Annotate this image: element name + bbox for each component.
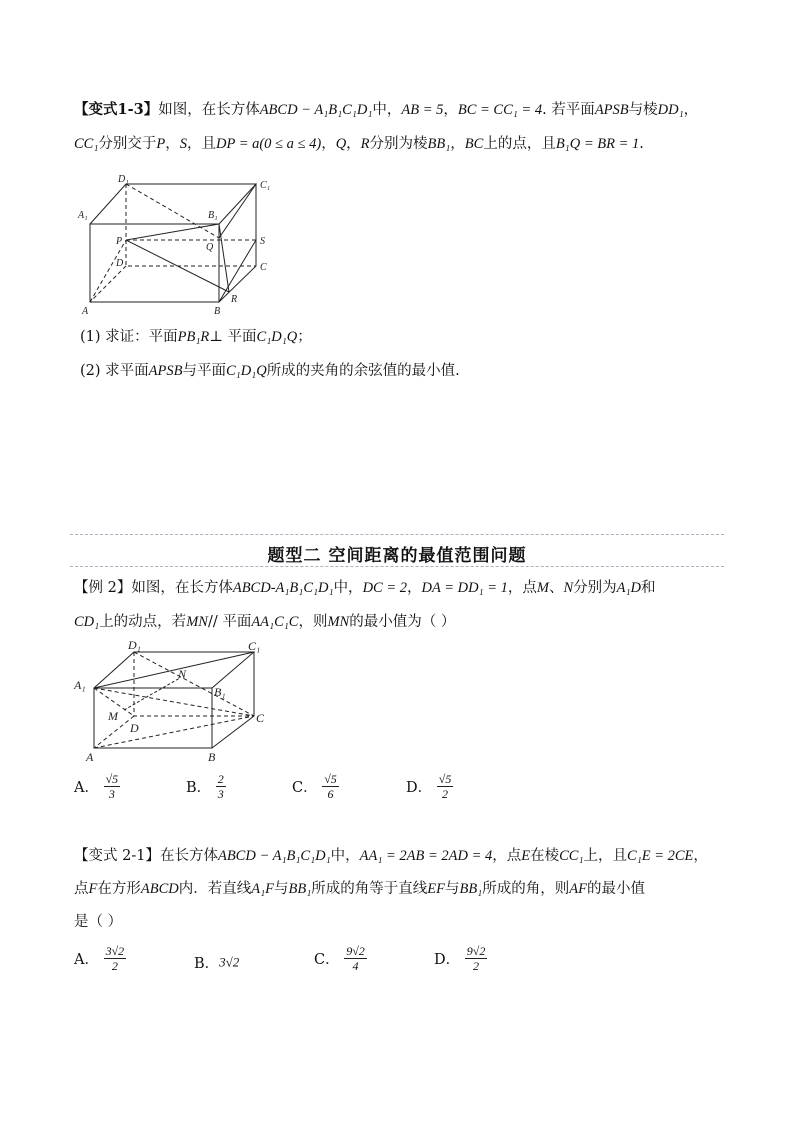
text: 在棱 bbox=[530, 848, 560, 864]
c1q-line bbox=[219, 184, 256, 238]
math-bc: BC bbox=[464, 136, 484, 152]
label-a: A bbox=[86, 750, 94, 764]
v13-question-2 bbox=[80, 361, 460, 381]
option-fraction bbox=[104, 772, 121, 801]
text: . bbox=[639, 136, 644, 152]
math-plane: C₁D₁Q bbox=[225, 363, 267, 379]
label-r: R bbox=[231, 294, 238, 305]
v21-option-b[interactable] bbox=[194, 952, 239, 973]
text: ， bbox=[321, 136, 336, 152]
math-a1f: A₁F bbox=[251, 881, 274, 897]
section-title: 题型二 空间距离的最值范围问题 bbox=[267, 546, 527, 566]
math-p: P bbox=[156, 136, 166, 152]
math-cd1: CD₁ bbox=[74, 614, 100, 630]
math-bb1: BB₁ bbox=[459, 881, 483, 897]
text: 中， bbox=[333, 580, 363, 596]
text: ， bbox=[683, 102, 699, 118]
text: 与 bbox=[273, 881, 289, 897]
math-cc1: CC₁ bbox=[559, 848, 584, 864]
front-face bbox=[90, 224, 219, 302]
option-fraction bbox=[322, 772, 339, 801]
option-label: C． bbox=[292, 780, 318, 796]
ex2-option-d[interactable] bbox=[406, 772, 453, 801]
math-ef: EF bbox=[427, 881, 445, 897]
math-e: E bbox=[521, 848, 531, 864]
v21-option-d[interactable] bbox=[434, 944, 487, 973]
label-b1: B₁ bbox=[208, 210, 218, 221]
math-mn: MN bbox=[186, 614, 208, 630]
ex2-line-1 bbox=[74, 578, 656, 598]
v21-line-3 bbox=[74, 912, 122, 932]
text: 是（ ） bbox=[74, 914, 123, 930]
math-r: R bbox=[360, 136, 370, 152]
denominator: 3 bbox=[108, 787, 115, 801]
text: 与棱 bbox=[628, 102, 658, 118]
math-da: DA = DD₁ = 1 bbox=[421, 580, 508, 596]
text: ， bbox=[443, 102, 458, 118]
numerator: √5 bbox=[438, 772, 452, 786]
text: ； bbox=[297, 329, 312, 345]
ex2-cuboid-figure bbox=[72, 638, 272, 764]
hidden-edges-top bbox=[126, 184, 256, 266]
text: ， bbox=[407, 580, 422, 596]
math-plane: AA₁C₁C bbox=[251, 614, 299, 630]
text: 点 bbox=[74, 881, 89, 897]
text: 上的点，且 bbox=[483, 136, 556, 152]
v21-line-2 bbox=[74, 879, 645, 899]
label-d: D bbox=[116, 258, 124, 269]
text: 与平面 bbox=[182, 363, 226, 379]
option-fraction bbox=[437, 772, 454, 801]
option-fraction bbox=[465, 944, 488, 973]
label-a: A bbox=[82, 306, 89, 317]
text: 上的动点，若 bbox=[99, 614, 187, 630]
math-bb1: BB₁ bbox=[427, 136, 451, 152]
text: 所成的角，则 bbox=[482, 881, 570, 897]
math-n: N bbox=[563, 580, 574, 596]
text: 分别为棱 bbox=[369, 136, 428, 152]
math-dc: DC = 2 bbox=[362, 580, 407, 596]
label-b1: B₁ bbox=[214, 685, 226, 699]
label-c: C bbox=[260, 262, 267, 273]
v21-option-c[interactable] bbox=[314, 944, 367, 973]
b1r-line bbox=[219, 224, 229, 292]
math-aa: AA₁ = 2AB = 2AD = 4 bbox=[359, 848, 493, 864]
text: 在长方体 bbox=[159, 848, 218, 864]
text: ⊥ 平面 bbox=[209, 329, 257, 345]
text: (2) 求平面 bbox=[80, 363, 149, 379]
label-a1: A₁ bbox=[78, 210, 88, 221]
ex2-tag: 【例 2】 bbox=[74, 580, 132, 596]
label-c: C bbox=[256, 711, 265, 725]
text: ，且 bbox=[187, 136, 216, 152]
math-m: M bbox=[536, 580, 549, 596]
denominator: 6 bbox=[327, 787, 334, 801]
text: 上，且 bbox=[583, 848, 628, 864]
d1c-line bbox=[134, 652, 254, 716]
text: 内．若直线 bbox=[178, 881, 252, 897]
d1q-line bbox=[126, 184, 219, 238]
option-label: A． bbox=[74, 780, 99, 796]
numerator: √5 bbox=[105, 772, 119, 786]
text: 所成的角等于直线 bbox=[311, 881, 428, 897]
right-edge bbox=[212, 652, 254, 748]
denominator: 2 bbox=[473, 959, 480, 973]
text: 、 bbox=[548, 580, 564, 596]
ac-line bbox=[94, 716, 254, 748]
text: 分别交于 bbox=[98, 136, 157, 152]
label-p: P bbox=[116, 236, 123, 247]
v13-cuboid-figure bbox=[74, 172, 284, 318]
option-label: D． bbox=[406, 780, 433, 796]
right-edge bbox=[219, 184, 256, 302]
ex2-option-b[interactable] bbox=[186, 772, 226, 801]
text: 分别为 bbox=[573, 580, 617, 596]
numerator: √5 bbox=[324, 772, 337, 786]
text: 如图，在长方体 bbox=[158, 102, 260, 118]
text: ，点 bbox=[507, 580, 537, 596]
text: . 若平面 bbox=[542, 102, 595, 118]
text: 在方形 bbox=[97, 881, 141, 897]
math-solid: ABCD − A₁B₁C₁D₁ bbox=[259, 102, 373, 118]
v13-line-1 bbox=[74, 100, 698, 120]
mn-line bbox=[124, 678, 180, 710]
option-label: C． bbox=[314, 952, 340, 968]
label-d1: D₁ bbox=[128, 638, 141, 652]
math-plane: APSB bbox=[594, 102, 629, 118]
top-face bbox=[90, 184, 256, 224]
math-ab: AB = 5 bbox=[401, 102, 444, 118]
option-label: B． bbox=[186, 780, 212, 796]
label-b: B bbox=[214, 306, 221, 317]
label-m: M bbox=[108, 709, 118, 723]
v13-tag: 【变式1-3】 bbox=[74, 101, 159, 118]
math-mn: MN bbox=[327, 614, 350, 630]
text: 中， bbox=[372, 102, 402, 118]
denominator: 2 bbox=[442, 787, 449, 801]
option-fraction bbox=[344, 944, 367, 973]
math-af: AF bbox=[569, 881, 587, 897]
math-plane: PB₁R bbox=[177, 329, 210, 345]
label-d1: D₁ bbox=[118, 174, 129, 185]
a1c-line bbox=[94, 688, 254, 716]
label-n: N bbox=[178, 667, 187, 681]
pb1-line bbox=[126, 224, 219, 240]
label-a1: A₁ bbox=[74, 678, 86, 692]
text: // 平面 bbox=[207, 614, 252, 630]
numerator: 2 bbox=[217, 772, 224, 786]
option-label: B． bbox=[194, 956, 220, 972]
text: ， bbox=[450, 136, 465, 152]
math-bb1: BB₁ bbox=[288, 881, 312, 897]
denominator: 3 bbox=[217, 787, 224, 801]
option-label: D． bbox=[434, 952, 461, 968]
text: (1) 求证：平面 bbox=[80, 329, 178, 345]
math-a1d: A₁D bbox=[616, 580, 642, 596]
math-plane: APSB bbox=[148, 363, 183, 379]
math-solid: ABCD-A₁B₁C₁D₁ bbox=[232, 580, 334, 596]
v13-question-1 bbox=[80, 327, 312, 347]
denominator: 2 bbox=[111, 959, 118, 973]
label-s: S bbox=[260, 236, 265, 247]
option-fraction bbox=[216, 772, 226, 801]
text: 的最小值为（ ） bbox=[349, 614, 456, 630]
text: ， bbox=[346, 136, 361, 152]
numerator: 9√2 bbox=[466, 944, 486, 958]
label-c1: C₁ bbox=[260, 180, 271, 191]
label-q: Q bbox=[206, 242, 214, 253]
text: 与 bbox=[444, 881, 460, 897]
option-fraction bbox=[104, 944, 127, 973]
ex2-option-a[interactable] bbox=[74, 772, 120, 801]
math-plane: C₁D₁Q bbox=[256, 329, 298, 345]
math-dp: DP = a(0 ≤ a ≤ 4) bbox=[216, 136, 322, 152]
section-divider-top bbox=[70, 534, 724, 535]
numerator: 3√2 bbox=[105, 944, 125, 958]
math-q: Q bbox=[335, 136, 347, 152]
v21-line-1 bbox=[74, 846, 708, 866]
label-b: B bbox=[208, 750, 216, 764]
math-solid: ABCD − A₁B₁C₁D₁ bbox=[217, 848, 331, 864]
math-s: S bbox=[179, 136, 187, 152]
math-abcd: ABCD bbox=[140, 881, 179, 897]
math-bc: BC = CC₁ = 4 bbox=[457, 102, 543, 118]
text: ， bbox=[693, 848, 708, 864]
numerator: 9√2 bbox=[346, 944, 365, 958]
a1c1-line bbox=[94, 652, 254, 688]
ex2-line-2 bbox=[74, 612, 455, 632]
text: ，点 bbox=[492, 848, 522, 864]
option-label: A． bbox=[74, 952, 99, 968]
ex2-option-c[interactable] bbox=[292, 772, 339, 801]
math-cc1: CC₁ bbox=[74, 136, 99, 152]
math-ce: C₁E = 2CE bbox=[627, 848, 694, 864]
v21-option-a[interactable] bbox=[74, 944, 126, 973]
text: 的最小值 bbox=[586, 881, 645, 897]
label-d: D bbox=[130, 721, 139, 735]
math-f: F bbox=[88, 881, 98, 897]
v13-line-2 bbox=[74, 134, 644, 154]
denominator: 4 bbox=[352, 959, 359, 973]
text: 和 bbox=[641, 580, 656, 596]
text: 所成的夹角的余弦值的最小值. bbox=[266, 363, 460, 379]
text: 中， bbox=[330, 848, 360, 864]
text: ，则 bbox=[298, 614, 328, 630]
label-c1: C₁ bbox=[248, 639, 261, 653]
text: 如图，在长方体 bbox=[131, 580, 233, 596]
option-value: 3√2 bbox=[219, 954, 240, 970]
section-divider-bottom bbox=[70, 566, 724, 567]
math-dd1: DD₁ bbox=[657, 102, 684, 118]
math-bq: B₁Q = BR = 1 bbox=[555, 136, 640, 152]
text: ， bbox=[165, 136, 180, 152]
v21-tag: 【变式 2-1】 bbox=[74, 848, 160, 864]
